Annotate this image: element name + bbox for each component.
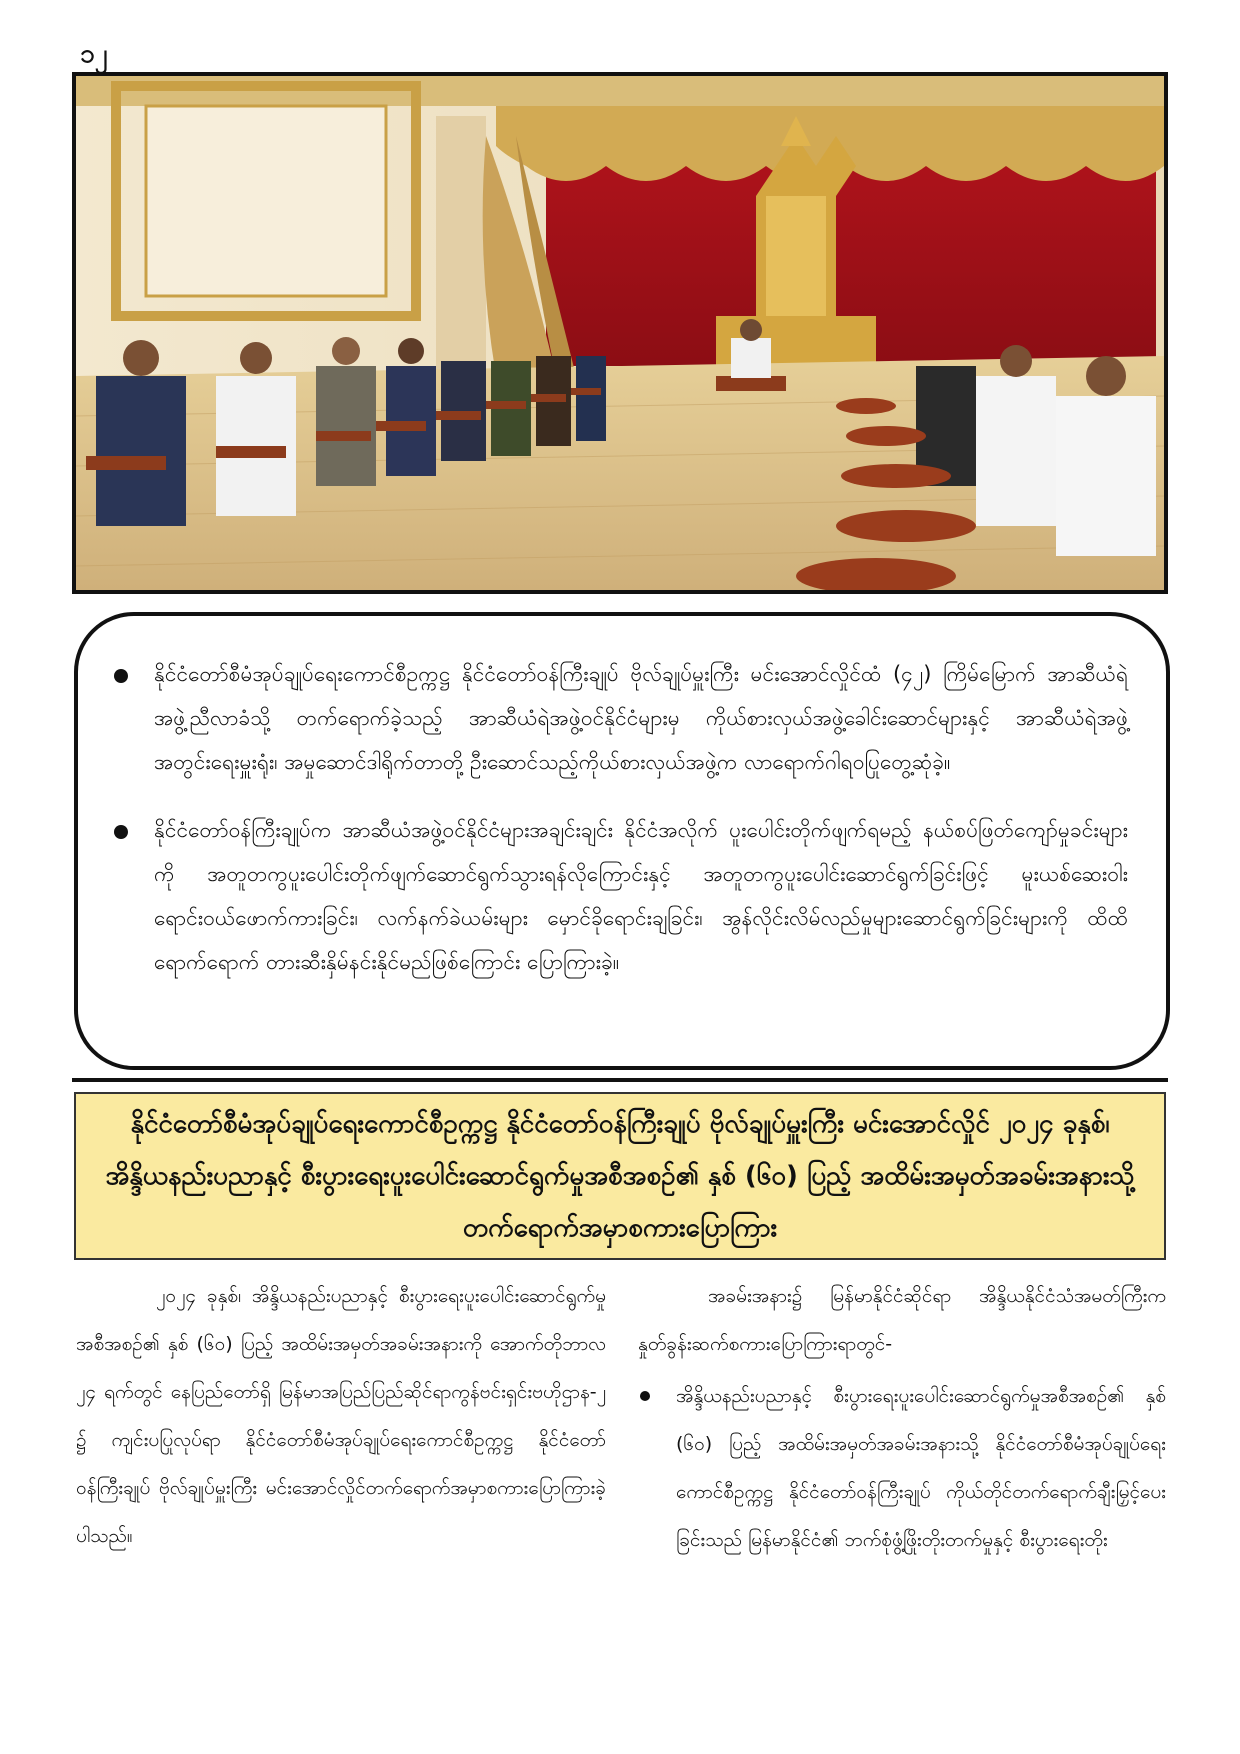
bullet-icon [114,669,128,683]
right-column-bullet [638,1372,1166,1564]
left-column-text: ၂၀၂၄ ခုနှစ်၊ အိန္ဒိယနည်းပညာနှင့် စီးပွားရေးပူးပေါင်းဆောင်ရွက်မှုအစီအစဉ်၏ နှစ် (၆၀) ပြည့် အထိမ်းအမှတ်အခမ်းအနားကို အောက်တိုဘာလ ၂၄ ရက်တွင် နေပြည်တော်ရှိ မြန်မာအပြည်ပြည်ဆိုင်ရာကွန်ဗင်းရှင်းဗဟိုဌာန-၂ ၌ ကျင်းပပြုလုပ်ရာ နိုင်ငံတော်စီမံအုပ်ချုပ်ရေးကောင်စီဥက္ကဋ္ဌ နိုင်ငံတော်ဝန်ကြီးချုပ် ဗိုလ်ချုပ်မှူးကြီး မင်းအောင်လှိုင်တက်ရောက်အမှာစကားပြောကြားခဲ့ပါသည်။ [76,1285,606,1547]
summary-box [74,612,1170,1070]
right-column [638,1272,1166,1564]
right-column-bullet-text: အိန္ဒိယနည်းပညာနှင့် စီးပွားရေးပူးပေါင်းဆောင်ရွက်မှုအစီအစဉ်၏ နှစ် (၆၀) ပြည့် အထိမ်းအမှတ်အခမ်းအနားသို့ နိုင်ငံတော်စီမံအုပ်ချုပ်ရေးကောင်စီဥက္ကဋ္ဌ နိုင်ငံတော်ဝန်ကြီးချုပ် ကိုယ်တိုင်တက်ရောက်ချီးမြှင့်ပေးခြင်းသည် မြန်မာနိုင်ငံ၏ ဘက်စုံဖွံ့ဖြိုးတိုးတက်မှုနှင့် စီးပွားရေးတိုး [676,1385,1166,1551]
page-number: ၁၂ [80,39,108,69]
summary-bullet-text: နိုင်ငံတော်ဝန်ကြီးချုပ်က အာဆီယံအဖွဲ့ဝင်နိုင်ငံများအချင်းချင်း နိုင်ငံအလိုက် ပူးပေါင်းတိုက်ဖျက်ရမည့် နယ်စပ်ဖြတ်ကျော်မှုခင်းများကို အတူတကွပူးပေါင်းတိုက်ဖျက်ဆောင်ရွက်သွားရန်လိုကြောင်းနှင့် အတူတကွပူးပေါင်းဆောင်ရွက်ခြင်းဖြင့် မူးယစ်ဆေးဝါးရောင်းဝယ်ဖောက်ကားခြင်း၊ လက်နက်ခဲယမ်းများ မှောင်ခိုရောင်းချခြင်း၊ အွန်လိုင်းလိမ်လည်မှုများဆောင်ရွက်ခြင်းများကို ထိထိရောက်ရောက် တားဆီးနှိမ်နင်းနိုင်မည်ဖြစ်ကြောင်း ပြောကြားခဲ့။ [154,818,1128,974]
summary-bullet [108,808,1128,984]
article-headline [74,1092,1166,1260]
photo-meeting-hall-icon [76,76,1164,590]
divider [72,1078,1168,1082]
bullet-icon [640,1391,650,1401]
headline-text: နိုင်ငံတော်စီမံအုပ်ချုပ်ရေးကောင်စီဥက္ကဋ္ဌ နိုင်ငံတော်ဝန်ကြီးချုပ် ဗိုလ်ချုပ်မှူးကြီး မင်းအောင်လှိုင် ၂၀၂၄ ခုနှစ်၊ အိန္ဒိယနည်းပညာနှင့် စီးပွားရေးပူးပေါင်းဆောင်ရွက်မှုအစီအစဉ်၏ နှစ် (၆၀) ပြည့် အထိမ်းအမှတ်အခမ်းအနားသို့ တက်ရောက်အမှာစကားပြောကြား [105,1109,1135,1243]
left-column [76,1272,606,1560]
summary-bullet-text: နိုင်ငံတော်စီမံအုပ်ချုပ်ရေးကောင်စီဥက္ကဋ္ဌ နိုင်ငံတော်ဝန်ကြီးချုပ် ဗိုလ်ချုပ်မှူးကြီး မင်းအောင်လှိုင်ထံ (၄၂) ကြိမ်မြောက် အာဆီယံရဲအဖွဲ့ညီလာခံသို့ တက်ရောက်ခဲ့သည့် အာဆီယံရဲအဖွဲ့ဝင်နိုင်ငံများမှ ကိုယ်စားလှယ်အဖွဲ့ခေါင်းဆောင်များနှင့် အာဆီယံရဲအဖွဲ့အတွင်းရေးမှူးရုံး၊ အမှုဆောင်ဒါရိုက်တာတို့ ဦးဆောင်သည့်ကိုယ်စားလှယ်အဖွဲ့က လာရောက်ဂါရဝပြုတွေ့ဆုံခဲ့။ [154,662,1128,774]
bullet-icon [114,825,128,839]
right-column-intro: အခမ်းအနား၌ မြန်မာနိုင်ငံဆိုင်ရာ အိန္ဒိယနိုင်ငံသံအမတ်ကြီးက နှုတ်ခွန်းဆက်စကားပြောကြားရာတွင်- [638,1285,1166,1355]
meeting-photo [72,72,1168,594]
summary-bullet [108,652,1128,784]
